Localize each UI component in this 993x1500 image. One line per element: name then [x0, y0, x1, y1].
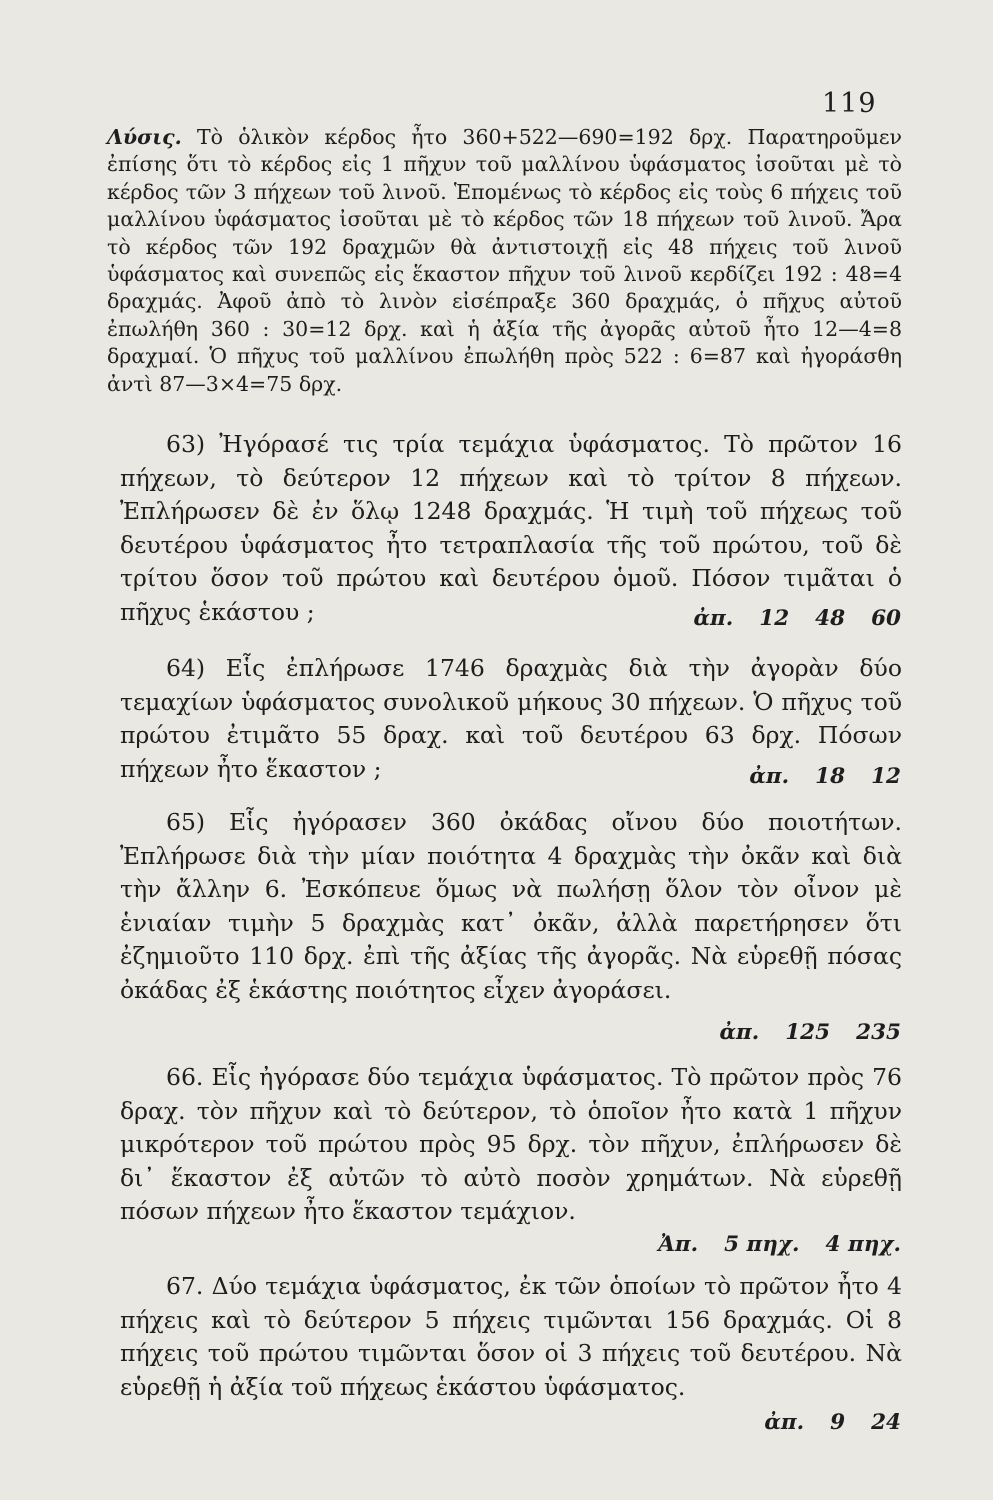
problem-64-answer	[749, 764, 901, 789]
answer-value: 5 πηχ.	[724, 1232, 800, 1257]
answer-value: 235	[856, 1020, 901, 1045]
answer-value: 9	[830, 1410, 846, 1435]
answer-label: ἀπ.	[693, 606, 734, 631]
answer-value: 24	[871, 1410, 901, 1435]
problem-63-text: 63) Ἠγόρασέ τις τρία τεμάχια ὑφάσματος. Τὸ πρῶτον 16 πήχεων, τὸ δεύτερον 12 πήχεων καὶ τὸ τρίτον 8 πήχεων. Ἐπλήρωσεν δὲ ἐν ὅλῳ 1248 δραχμάς. Ἡ τιμὴ τοῦ πήχεως τοῦ δευτέρου ὑφάσματος ἦτο τετραπλασία τῆς τοῦ πρώτου, τοῦ δὲ τρίτου ὅσον τοῦ πρώτου καὶ δευτέρου ὁμοῦ. Πόσον τιμᾶται ὁ πῆχυς ἑκάστου ;	[120, 430, 902, 626]
answer-label: ἀπ.	[749, 764, 790, 789]
answer-label: ἀπ.	[719, 1020, 760, 1045]
problem-64-text: 64) Εἷς ἐπλήρωσε 1746 δραχμὰς διὰ τὴν ἀγορὰν δύο τεμαχίων ὑφάσματος συνολικοῦ μήκους 30 πήχεων. Ὁ πῆχυς τοῦ πρώτου ἐτιμᾶτο 55 δραχ. καὶ τοῦ δευτέρου 63 δρχ. Πόσων πήχεων ἦτο ἕκαστον ;	[120, 654, 902, 783]
solution-label: Λύσις.	[107, 125, 182, 149]
problem-67-answer	[764, 1410, 901, 1435]
problem-66-text: 66. Εἷς ἠγόρασε δύο τεμάχια ὑφάσματος. Τὸ πρῶτον πρὸς 76 δραχ. τὸν πῆχυν καὶ τὸ δεύτερον, τὸ ὁποῖον ἦτο κατὰ 1 πῆχυν μικρότερον τοῦ πρώτου πρὸς 95 δρχ. τὸν πῆχυν, ἐπλήρωσεν δὲ δι᾽ ἕκαστον ἐξ αὐτῶν τὸ αὐτὸ ποσὸν χρημάτων. Νὰ εὑρεθῇ πόσων πήχεων ἦτο ἕκαστον τεμάχιον.	[120, 1063, 902, 1225]
problem-63-answer	[693, 606, 901, 631]
answer-value: 12	[871, 764, 901, 789]
answer-value: 60	[871, 606, 901, 631]
page-number: 119	[822, 88, 877, 119]
answer-value: 4 πηχ.	[825, 1232, 901, 1257]
answer-value: 125	[785, 1020, 831, 1045]
problem-65-text: 65) Εἷς ἠγόρασεν 360 ὀκάδας οἴνου δύο ποιοτήτων. Ἐπλήρωσε διὰ τὴν μίαν ποιότητα 4 δραχμὰς τὴν ὀκᾶν καὶ διὰ τὴν ἄλλην 6. Ἐσκόπευε ὅμως νὰ πωλήσῃ ὅλον τὸν οἶνον μὲ ἑνιαίαν τιμὴν 5 δραχμὰς κατ᾽ ὀκᾶν, ἀλλὰ παρετήρησεν ὅτι ἐζημιοῦτο 110 δρχ. ἐπὶ τῆς ἀξίας τῆς ἀγορᾶς. Νὰ εὑρεθῇ πόσας ὀκάδας ἐξ ἑκάστης ποιότητος εἶχεν ἀγοράσει.	[120, 808, 902, 1004]
answer-value: 18	[815, 764, 846, 789]
solution-text: Τὸ ὁλικὸν κέρδος ἦτο 360+522—690=192 δρχ. Παρατηροῦμεν ἐπίσης ὅτι τὸ κέρδος εἰς 1 πῆχυν τοῦ μαλλίνου ὑφάσματος ἰσοῦται μὲ τὸ κέρδος τῶν 3 πήχεων τοῦ λινοῦ. Ἑπομένως τὸ κέρδος εἰς τοὺς 6 πήχεις τοῦ μαλλίνου ὑφάσματος ἰσοῦται μὲ τὸ κέρδος τῶν 18 πήχεων τοῦ λινοῦ. Ἄρα τὸ κέρδος τῶν 192 δραχμῶν θὰ ἀντιστοιχῇ εἰς 48 πήχεις τοῦ λινοῦ ὑφάσματος καὶ συνεπῶς εἰς ἕκαστον πῆχυν τοῦ λινοῦ κερδίζει 192 : 48=4 δραχμάς. Ἀφοῦ ἀπὸ τὸ λινὸν εἰσέπραξε 360 δραχμάς, ὁ πῆχυς αὐτοῦ ἐπωλήθη 360 : 30=12 δρχ. καὶ ἡ ἀξία τῆς ἀγορᾶς αὐτοῦ ἦτο 12—4=8 δραχμαί. Ὁ πῆχυς τοῦ μαλλίνου ἐπωλήθη πρὸς 522 : 6=87 καὶ ἠγοράσθη ἀντὶ 87—3×4=75 δρχ.	[107, 125, 902, 396]
problem-67-text: 67. Δύο τεμάχια ὑφάσματος, ἐκ τῶν ὁποίων τὸ πρῶτον ἦτο 4 πήχεις καὶ τὸ δεύτερον 5 πήχεις τιμῶνται 156 δραχμάς. Οἱ 8 πήχεις τοῦ πρώτου τιμῶνται ὅσον οἱ 3 πήχεις τοῦ δευτέρου. Νὰ εὑρεθῇ ἡ ἀξία τοῦ πήχεως ἑκάστου ὑφάσματος.	[120, 1272, 902, 1401]
solution-paragraph	[107, 124, 902, 398]
answer-value: 48	[815, 606, 846, 631]
answer-value: 12	[759, 606, 790, 631]
problem-66-answer	[658, 1232, 901, 1257]
answer-label: ἀπ.	[764, 1410, 805, 1435]
problem-65-answer	[719, 1020, 901, 1045]
answer-label: Ἀπ.	[658, 1232, 699, 1257]
